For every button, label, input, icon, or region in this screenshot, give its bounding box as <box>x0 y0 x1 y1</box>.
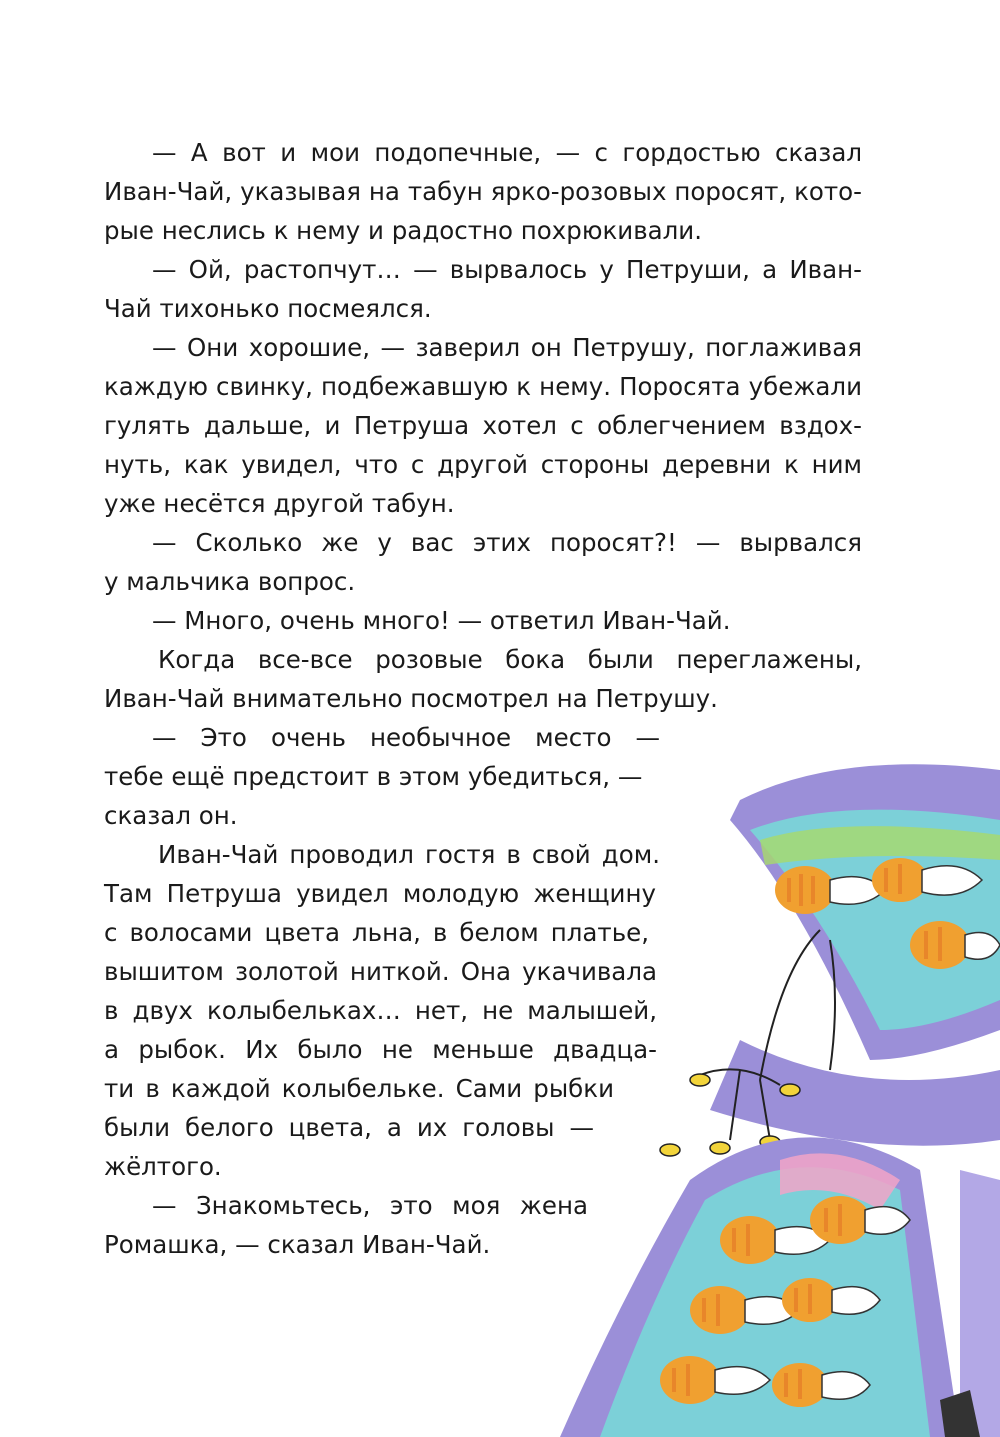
text-line: — А вот и мои подопечные, — с гордостью сказал <box>152 138 862 167</box>
text-line: в двух колыбельках… нет, не малышей, <box>104 996 657 1025</box>
text-line: тебе ещё предстоит в этом убедиться, — <box>104 762 643 791</box>
text-line: Иван-Чай проводил гостя в свой дом. <box>158 840 660 869</box>
text-line: ти в каждой колыбельке. Сами рыбки <box>104 1074 614 1103</box>
text-line: Иван-Чай, указывая на табун ярко-розовых поросят, кото- <box>104 177 862 206</box>
text-line: сказал он. <box>104 801 238 830</box>
text-line: — Ой, растопчут… — вырвалось у Петруши, а Иван- <box>152 255 862 284</box>
text-line: — Они хорошие, — заверил он Петрушу, поглаживая <box>152 333 862 362</box>
text-line: — Это очень необычное место — <box>152 723 660 752</box>
text-line: — Знакомьтесь, это моя жена <box>152 1191 588 1220</box>
text-line: Чай тихонько посмеялся. <box>104 294 432 323</box>
text-line: каждую свинку, подбежавшую к нему. Поросята убежали <box>104 372 862 401</box>
cradles-with-fish-illustration <box>540 740 1000 1437</box>
text-line: с волосами цвета льна, в белом платье, <box>104 918 649 947</box>
text-line: у мальчика вопрос. <box>104 567 356 596</box>
text-line: — Много, очень много! — ответил Иван-Чай. <box>152 606 731 635</box>
text-line: а рыбок. Их было не меньше двадца- <box>104 1035 657 1064</box>
text-line: вышитом золотой ниткой. Она укачивала <box>104 957 657 986</box>
text-line: Когда все-все розовые бока были переглажены, <box>158 645 862 674</box>
text-line: Иван-Чай внимательно посмотрел на Петрушу. <box>104 684 718 713</box>
text-line: нуть, как увидел, что с другой стороны деревни к ним <box>104 450 862 479</box>
text-line: Там Петруша увидел молодую женщину <box>104 879 656 908</box>
text-line: уже несётся другой табун. <box>104 489 455 518</box>
text-line: были белого цвета, а их головы — <box>104 1113 594 1142</box>
text-line: Ромашка, — сказал Иван-Чай. <box>104 1230 491 1259</box>
text-line: гулять дальше, и Петруша хотел с облегчением вздох- <box>104 411 862 440</box>
text-line: — Сколько же у вас этих поросят?! — вырвался <box>152 528 862 557</box>
text-line: рые неслись к нему и радостно похрюкивали. <box>104 216 703 245</box>
text-line: жёлтого. <box>104 1152 222 1181</box>
